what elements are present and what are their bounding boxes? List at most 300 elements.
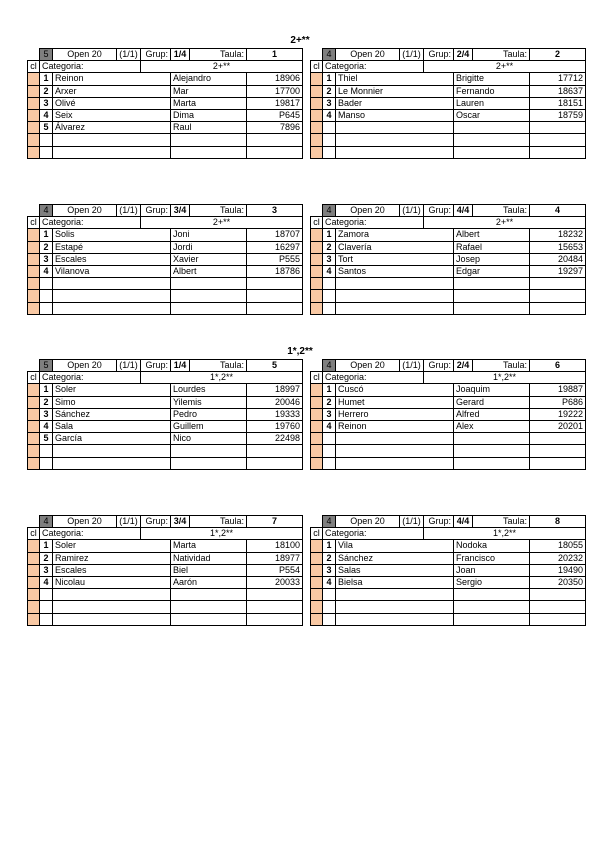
cl-cell (311, 589, 323, 601)
player-name: Biel (171, 564, 247, 576)
player-elo: 18232 (530, 229, 586, 241)
categoria-value: 2+** (141, 217, 303, 229)
player-number: 1 (40, 384, 53, 396)
player-elo: 19760 (247, 420, 303, 432)
table-row (28, 408, 303, 420)
cl-cell (311, 457, 323, 469)
player-elo: 18055 (530, 540, 586, 552)
empty-cell (530, 589, 586, 601)
group-header-row (311, 205, 586, 217)
player-elo: 20033 (247, 576, 303, 588)
categoria-value: 2+** (424, 217, 586, 229)
empty-cell (323, 589, 336, 601)
player-elo: 20232 (530, 552, 586, 564)
player-number: 3 (40, 564, 53, 576)
empty-cell (171, 601, 247, 613)
player-surname: Seix (53, 109, 171, 121)
cl-cell (311, 146, 323, 158)
grup-value: 3/4 (171, 516, 190, 528)
empty-cell (40, 457, 53, 469)
table-row (28, 540, 303, 552)
empty-cell (323, 278, 336, 290)
player-surname: Ramirez (53, 552, 171, 564)
cl-cell (28, 564, 40, 576)
group-header-row (28, 49, 303, 61)
empty-cell (323, 601, 336, 613)
cl-cell (28, 265, 40, 277)
player-name: Gerard (454, 396, 530, 408)
round-label: (1/1) (400, 516, 424, 528)
cl-cell (311, 396, 323, 408)
round-label: (1/1) (117, 360, 141, 372)
empty-cell (336, 278, 454, 290)
table-row (28, 384, 303, 396)
empty-cell (40, 601, 53, 613)
player-count: 4 (323, 360, 336, 372)
taula-label: Taula: (473, 516, 530, 528)
table-row (311, 85, 586, 97)
empty-cell (336, 613, 454, 625)
cl-cell (28, 576, 40, 588)
player-elo: 15653 (530, 241, 586, 253)
player-number: 4 (40, 576, 53, 588)
header-spacer (28, 49, 40, 61)
table-row-empty (311, 445, 586, 457)
player-name: Xavier (171, 253, 247, 265)
empty-cell (247, 134, 303, 146)
player-name: Joan (454, 564, 530, 576)
empty-cell (53, 146, 171, 158)
cl-label: cl (28, 217, 40, 229)
player-name: Brigitte (454, 73, 530, 85)
player-name: Natividad (171, 552, 247, 564)
group-table (310, 204, 586, 315)
player-surname: Escales (53, 253, 171, 265)
group-card (27, 515, 302, 626)
cl-label: cl (311, 528, 323, 540)
categoria-label: Categoria: (40, 61, 141, 73)
player-elo: 18759 (530, 109, 586, 121)
player-surname: Thiel (336, 73, 454, 85)
player-surname: Humet (336, 396, 454, 408)
player-surname: Salas (336, 564, 454, 576)
taula-label: Taula: (190, 49, 247, 61)
empty-cell (323, 302, 336, 314)
empty-cell (53, 457, 171, 469)
empty-cell (454, 445, 530, 457)
player-surname: Reinon (53, 73, 171, 85)
empty-cell (247, 278, 303, 290)
open-label: Open 20 (53, 49, 117, 61)
table-row (311, 384, 586, 396)
empty-cell (40, 302, 53, 314)
empty-cell (454, 290, 530, 302)
taula-value: 4 (530, 205, 586, 217)
group-table (27, 359, 303, 470)
player-number: 3 (323, 564, 336, 576)
player-number: 4 (323, 265, 336, 277)
categoria-row (28, 372, 303, 384)
categoria-value: 2+** (424, 61, 586, 73)
empty-cell (53, 290, 171, 302)
player-surname: Bader (336, 97, 454, 109)
grup-label: Grup: (424, 205, 454, 217)
group-card (310, 359, 585, 470)
table-row (28, 564, 303, 576)
table-row-empty (28, 278, 303, 290)
round-label: (1/1) (117, 205, 141, 217)
empty-cell (323, 457, 336, 469)
player-elo: 18100 (247, 540, 303, 552)
player-number: 1 (40, 73, 53, 85)
group-card (27, 48, 302, 159)
taula-label: Taula: (190, 516, 247, 528)
table-row (28, 552, 303, 564)
player-elo: 16297 (247, 241, 303, 253)
empty-cell (171, 278, 247, 290)
empty-cell (171, 589, 247, 601)
player-name: Nico (171, 433, 247, 445)
player-elo: 17712 (530, 73, 586, 85)
open-label: Open 20 (53, 360, 117, 372)
empty-cell (530, 445, 586, 457)
categoria-label: Categoria: (323, 217, 424, 229)
empty-cell (530, 278, 586, 290)
cl-cell (311, 97, 323, 109)
grup-value: 4/4 (454, 205, 473, 217)
group-header-row (311, 360, 586, 372)
cl-cell (28, 85, 40, 97)
player-number: 3 (40, 253, 53, 265)
grup-label: Grup: (424, 49, 454, 61)
taula-label: Taula: (473, 205, 530, 217)
taula-value: 7 (247, 516, 303, 528)
player-name: Joni (171, 229, 247, 241)
grup-label: Grup: (141, 205, 171, 217)
player-surname: Tort (336, 253, 454, 265)
group-header-row (28, 205, 303, 217)
group-table (310, 515, 586, 626)
cl-cell (311, 445, 323, 457)
cl-cell (28, 97, 40, 109)
cl-cell (311, 420, 323, 432)
player-number: 4 (40, 109, 53, 121)
player-surname: Reinon (336, 420, 454, 432)
empty-cell (323, 122, 336, 134)
table-row-empty (28, 613, 303, 625)
cl-cell (28, 253, 40, 265)
player-name: Alejandro (171, 73, 247, 85)
empty-cell (530, 613, 586, 625)
header-spacer (311, 360, 323, 372)
player-name: Aarón (171, 576, 247, 588)
table-row (311, 109, 586, 121)
table-row-empty (311, 278, 586, 290)
section-title: 2+** (290, 35, 310, 46)
empty-cell (454, 134, 530, 146)
table-row (311, 229, 586, 241)
table-row-empty (28, 134, 303, 146)
taula-value: 5 (247, 360, 303, 372)
cl-cell (311, 109, 323, 121)
group-card (310, 48, 585, 159)
empty-cell (323, 146, 336, 158)
player-name: Raul (171, 122, 247, 134)
header-spacer (28, 360, 40, 372)
empty-cell (171, 613, 247, 625)
player-elo: 18906 (247, 73, 303, 85)
cl-cell (28, 601, 40, 613)
grup-label: Grup: (141, 49, 171, 61)
cl-cell (28, 552, 40, 564)
cl-cell (311, 433, 323, 445)
cl-cell (28, 229, 40, 241)
player-surname: Manso (336, 109, 454, 121)
empty-cell (336, 445, 454, 457)
open-label: Open 20 (336, 49, 400, 61)
group-table (27, 515, 303, 626)
player-name: Albert (171, 265, 247, 277)
header-spacer (28, 516, 40, 528)
cl-cell (28, 408, 40, 420)
player-surname: Vila (336, 540, 454, 552)
player-surname: Cuscó (336, 384, 454, 396)
table-row (311, 540, 586, 552)
table-row-empty (28, 445, 303, 457)
categoria-label: Categoria: (40, 528, 141, 540)
player-count: 4 (40, 205, 53, 217)
grup-value: 2/4 (454, 360, 473, 372)
empty-cell (336, 433, 454, 445)
player-number: 2 (40, 552, 53, 564)
player-surname: Escales (53, 564, 171, 576)
cl-cell (311, 134, 323, 146)
table-row-empty (311, 601, 586, 613)
empty-cell (171, 457, 247, 469)
player-number: 3 (323, 408, 336, 420)
categoria-value: 1*,2** (141, 372, 303, 384)
table-row (311, 576, 586, 588)
player-name: Oscar (454, 109, 530, 121)
cl-cell (311, 564, 323, 576)
cl-cell (28, 290, 40, 302)
player-elo: P554 (247, 564, 303, 576)
empty-cell (530, 433, 586, 445)
table-row (28, 253, 303, 265)
taula-label: Taula: (473, 360, 530, 372)
player-number: 4 (323, 109, 336, 121)
cl-cell (311, 302, 323, 314)
player-surname: Vilanova (53, 265, 171, 277)
empty-cell (336, 589, 454, 601)
cl-cell (28, 146, 40, 158)
player-surname: Clavería (336, 241, 454, 253)
player-name: Alex (454, 420, 530, 432)
player-name: Edgar (454, 265, 530, 277)
cl-cell (28, 122, 40, 134)
empty-cell (53, 589, 171, 601)
open-label: Open 20 (53, 516, 117, 528)
player-surname: Le Monnier (336, 85, 454, 97)
table-row-empty (311, 433, 586, 445)
player-surname: Bielsa (336, 576, 454, 588)
empty-cell (336, 457, 454, 469)
empty-cell (171, 290, 247, 302)
player-number: 1 (40, 540, 53, 552)
cl-cell (28, 589, 40, 601)
player-name: Josep (454, 253, 530, 265)
empty-cell (336, 146, 454, 158)
player-name: Sergio (454, 576, 530, 588)
player-name: Jordi (171, 241, 247, 253)
player-elo: 18637 (530, 85, 586, 97)
player-number: 1 (323, 229, 336, 241)
empty-cell (530, 146, 586, 158)
cl-cell (28, 384, 40, 396)
empty-cell (323, 445, 336, 457)
cl-cell (311, 384, 323, 396)
grup-label: Grup: (424, 516, 454, 528)
taula-value: 2 (530, 49, 586, 61)
player-number: 3 (323, 97, 336, 109)
player-elo: 18997 (247, 384, 303, 396)
cl-cell (311, 576, 323, 588)
cl-cell (311, 265, 323, 277)
player-surname: Álvarez (53, 122, 171, 134)
empty-cell (171, 134, 247, 146)
player-name: Alfred (454, 408, 530, 420)
table-row (28, 576, 303, 588)
player-name: Albert (454, 229, 530, 241)
player-name: Francisco (454, 552, 530, 564)
player-name: Dima (171, 109, 247, 121)
player-surname: García (53, 433, 171, 445)
player-name: Guillem (171, 420, 247, 432)
cl-cell (28, 241, 40, 253)
player-surname: Nicolau (53, 576, 171, 588)
empty-cell (53, 601, 171, 613)
player-surname: Sánchez (53, 408, 171, 420)
open-label: Open 20 (336, 516, 400, 528)
player-elo: 19887 (530, 384, 586, 396)
categoria-value: 1*,2** (141, 528, 303, 540)
empty-cell (53, 134, 171, 146)
grup-label: Grup: (141, 516, 171, 528)
empty-cell (454, 278, 530, 290)
player-number: 2 (323, 241, 336, 253)
empty-cell (40, 613, 53, 625)
empty-cell (171, 302, 247, 314)
player-surname: Sánchez (336, 552, 454, 564)
categoria-row (311, 372, 586, 384)
player-surname: Santos (336, 265, 454, 277)
empty-cell (247, 302, 303, 314)
cl-cell (28, 278, 40, 290)
player-elo: 20350 (530, 576, 586, 588)
round-label: (1/1) (117, 49, 141, 61)
table-row-empty (311, 134, 586, 146)
empty-cell (53, 445, 171, 457)
cl-label: cl (311, 217, 323, 229)
player-name: Rafael (454, 241, 530, 253)
empty-cell (247, 290, 303, 302)
table-row-empty (28, 457, 303, 469)
player-name: Joaquim (454, 384, 530, 396)
player-number: 4 (323, 576, 336, 588)
table-row (28, 433, 303, 445)
player-name: Nodoka (454, 540, 530, 552)
categoria-row (311, 217, 586, 229)
grup-value: 1/4 (171, 360, 190, 372)
empty-cell (323, 613, 336, 625)
player-count: 4 (323, 205, 336, 217)
player-elo: P686 (530, 396, 586, 408)
group-table (27, 48, 303, 159)
categoria-row (311, 528, 586, 540)
player-elo: 17700 (247, 85, 303, 97)
player-name: Marta (171, 540, 247, 552)
player-surname: Simo (53, 396, 171, 408)
empty-cell (454, 302, 530, 314)
grup-value: 2/4 (454, 49, 473, 61)
player-number: 3 (323, 253, 336, 265)
player-number: 3 (40, 97, 53, 109)
empty-cell (530, 457, 586, 469)
player-surname: Soler (53, 540, 171, 552)
cl-cell (28, 109, 40, 121)
table-row (311, 408, 586, 420)
categoria-row (28, 217, 303, 229)
player-name: Yilemis (171, 396, 247, 408)
group-table (310, 48, 586, 159)
player-number: 5 (40, 122, 53, 134)
empty-cell (530, 601, 586, 613)
categoria-row (28, 61, 303, 73)
cl-label: cl (311, 372, 323, 384)
cl-cell (28, 73, 40, 85)
cl-cell (311, 540, 323, 552)
table-row (311, 552, 586, 564)
empty-cell (530, 122, 586, 134)
table-row (311, 253, 586, 265)
empty-cell (454, 433, 530, 445)
empty-cell (454, 122, 530, 134)
empty-cell (336, 122, 454, 134)
group-card (27, 359, 302, 470)
player-elo: 18977 (247, 552, 303, 564)
player-number: 4 (40, 420, 53, 432)
grup-label: Grup: (424, 360, 454, 372)
cl-cell (28, 134, 40, 146)
cl-cell (311, 229, 323, 241)
round-label: (1/1) (400, 205, 424, 217)
round-label: (1/1) (400, 49, 424, 61)
player-count: 5 (40, 49, 53, 61)
empty-cell (247, 601, 303, 613)
player-elo: 20046 (247, 396, 303, 408)
player-elo: 19297 (530, 265, 586, 277)
player-elo: 18151 (530, 97, 586, 109)
player-name: Pedro (171, 408, 247, 420)
table-row-empty (311, 302, 586, 314)
grup-value: 4/4 (454, 516, 473, 528)
grup-value: 3/4 (171, 205, 190, 217)
empty-cell (247, 457, 303, 469)
player-number: 5 (40, 433, 53, 445)
header-spacer (311, 516, 323, 528)
table-row-empty (28, 302, 303, 314)
player-surname: Zamora (336, 229, 454, 241)
